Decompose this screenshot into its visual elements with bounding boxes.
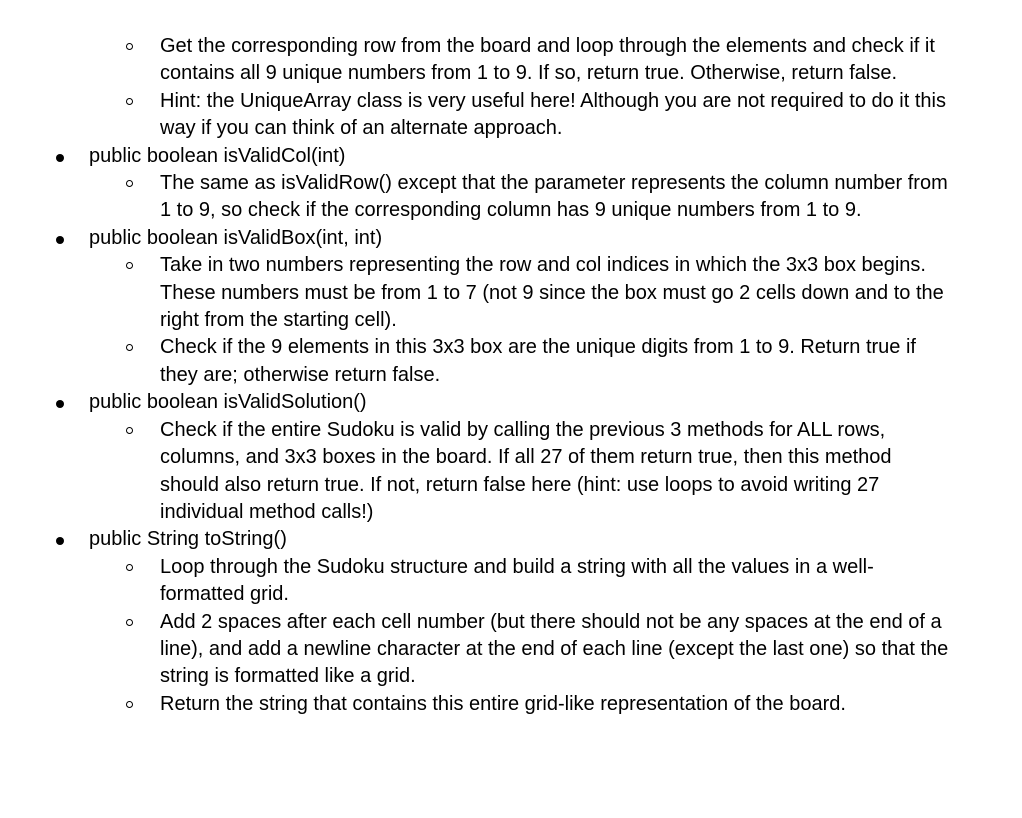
sub-bullet-text: Get the corresponding row from the board and loop through the elements and check if it contains all 9 unique numbers from 1 to 9. If so, return true. Otherwise, return false. xyxy=(160,35,935,85)
hollow-circle-bullet-icon xyxy=(126,262,133,269)
sub-bullet-item xyxy=(0,417,1022,527)
sub-bullet-item xyxy=(0,554,1022,609)
method-signature: public String toString() xyxy=(89,528,287,551)
sub-bullet-text: Return the string that contains this entire grid-like representation of the board. xyxy=(160,692,846,715)
filled-circle-bullet-icon xyxy=(56,154,64,162)
sub-bullet-text: Check if the entire Sudoku is valid by calling the previous 3 methods for ALL rows, columns, and 3x3 boxes in the board. If all 27 of them return true, then this method should also return true. If not, return false here (hint: use loops to avoid writing 27 individual method calls!) xyxy=(160,418,892,523)
sub-bullet-item xyxy=(0,252,1022,334)
method-signature: public boolean isValidSolution() xyxy=(89,391,367,414)
filled-circle-bullet-icon xyxy=(56,400,64,408)
hollow-circle-bullet-icon xyxy=(126,180,133,187)
sub-bullet-item xyxy=(0,334,1022,389)
method-bullet-item xyxy=(0,225,1022,252)
sub-bullet-item xyxy=(0,609,1022,691)
hollow-circle-bullet-icon xyxy=(126,701,133,708)
sub-bullet-text: Check if the 9 elements in this 3x3 box are the unique digits from 1 to 9. Return true if they are; otherwise return false. xyxy=(160,336,916,386)
method-bullet-item xyxy=(0,389,1022,416)
sub-bullet-item xyxy=(0,170,1022,225)
sub-bullet-item xyxy=(0,691,1022,718)
method-bullet-item xyxy=(0,143,1022,170)
sub-bullet-text: Add 2 spaces after each cell number (but there should not be any spaces at the end of a line), and add a newline character at the end of each line (except the last one) so that the string is formatted like a grid. xyxy=(160,610,949,688)
hollow-circle-bullet-icon xyxy=(126,344,133,351)
document-body xyxy=(0,33,1022,718)
sub-bullet-text: The same as isValidRow() except that the parameter represents the column number from 1 to 9, so check if the corresponding column has 9 unique numbers from 1 to 9. xyxy=(160,172,948,222)
method-signature: public boolean isValidBox(int, int) xyxy=(89,226,383,249)
sub-bullet-item xyxy=(0,33,1022,88)
hollow-circle-bullet-icon xyxy=(126,43,133,50)
sub-bullet-text: Hint: the UniqueArray class is very useful here! Although you are not required to do it this way if you can think of an alternate approach. xyxy=(160,89,946,140)
sub-bullet-text: Loop through the Sudoku structure and build a string with all the values in a well-formatted grid. xyxy=(160,555,874,606)
filled-circle-bullet-icon xyxy=(56,537,64,545)
method-bullet-item xyxy=(0,526,1022,553)
sub-bullet-text: Take in two numbers representing the row and col indices in which the 3x3 box begins. These numbers must be from 1 to 7 (not 9 since the box must go 2 cells down and to the right from the starting cell). xyxy=(160,254,944,332)
sub-bullet-item xyxy=(0,88,1022,143)
filled-circle-bullet-icon xyxy=(56,236,64,244)
hollow-circle-bullet-icon xyxy=(126,619,133,626)
hollow-circle-bullet-icon xyxy=(126,98,133,105)
hollow-circle-bullet-icon xyxy=(126,427,133,434)
method-signature: public boolean isValidCol(int) xyxy=(89,144,346,167)
hollow-circle-bullet-icon xyxy=(126,564,133,571)
